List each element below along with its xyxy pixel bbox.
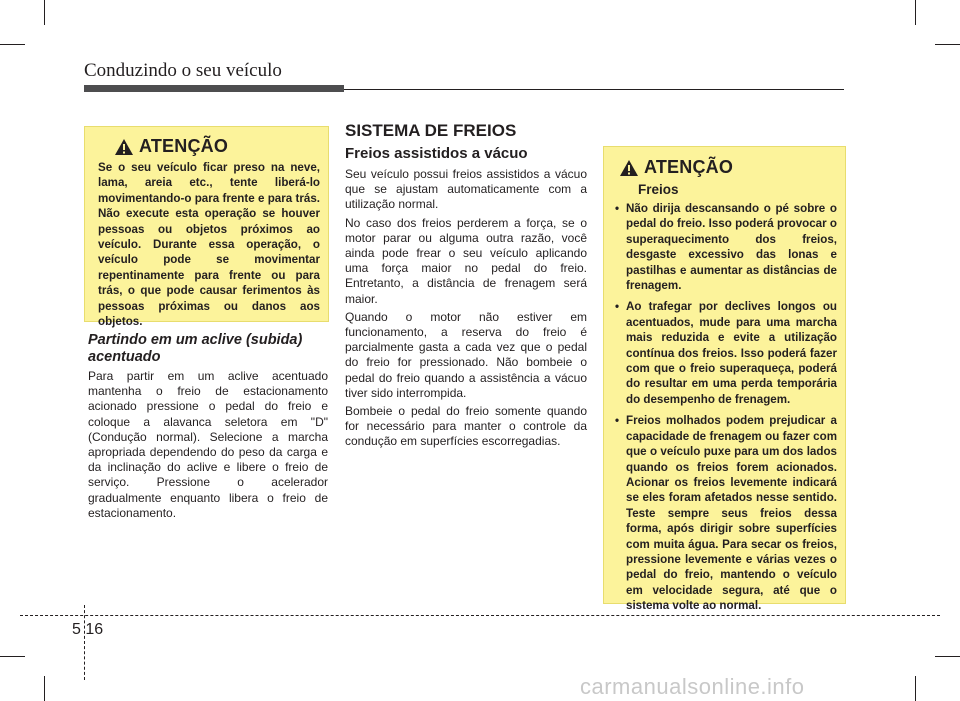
body-paragraph: No caso dos freios perderem a força, se o motor parar ou alguma outra razão, você ainda pode frear o seu veículo aplicando uma força maior no pedal do freio. Entretanto, a distância de frenagem será maior. [345,215,587,306]
crop-mark [915,676,916,701]
crop-mark [44,0,45,25]
crop-mark [935,44,960,45]
warning-triangle-icon [619,159,639,177]
warning-heading-label: ATENÇÃO [139,136,229,156]
crop-mark [44,676,45,701]
body-paragraph: Quando o motor não estiver em funcionamento, a reserva do freio é parcialmente gasta a cada vez que o pedal do freio for pressionado. Não bombeie o pedal do freio quando a assistência a vácuo tiver sido interrompida. [345,309,587,400]
watermark: carmanualsonline.info [580,674,805,699]
warning-bullet-list [613,201,837,614]
middle-column [345,167,587,453]
bullet-text: Não dirija descansando o pé sobre o pedal do freio. Isso poderá provocar o superaquecimento dos freios, desgaste excessivo das lonas e pastilhas e aumentar as distâncias de frenagem. [626,202,837,293]
right-warning-box [603,146,846,613]
section-subheading: Partindo em um aclive (subida) acentuado [88,332,303,365]
bullet-icon: • [615,414,620,428]
warning-heading-label: ATENÇÃO [644,157,734,177]
section-subtitle: Freios assistidos a vácuo [345,145,528,162]
crop-mark [915,0,916,25]
footer-dashed-divider [84,605,85,680]
warning-bullet [613,413,837,613]
body-paragraph: Seu veículo possui freios assistidos a vácuo que se ajustam automaticamente com a utilização normal. [345,167,587,212]
warning-subheading: Freios [638,182,679,197]
header-rule-accent [84,85,344,92]
warning-triangle-icon [114,138,134,156]
left-warning-box [84,126,329,329]
crop-mark [935,656,960,657]
crop-mark [0,656,25,657]
page-header-title: Conduzindo o seu veículo [84,60,282,81]
warning-heading [619,157,837,178]
bullet-icon: • [615,300,620,314]
body-paragraph: Bombeie o pedal do freio somente quando for necessário para manter o controle da condução em superfícies escorregadias. [345,404,587,449]
section-title: SISTEMA DE FREIOS [345,121,517,140]
warning-text: Se o seu veículo ficar preso na neve, lama, areia etc., tente liberá-lo movimentando-o para frente e para trás. Não execute esta operação se houver pessoas ou objetos próximos ao veículo. Durante essa operação, o veículo pode se movimentar repentinamente para frente ou para trás, o que pode causar ferimentos às pessoas próximas ou danos aos objetos. [98,161,320,329]
footer-dashed-rule [20,615,940,616]
page-number: 5 16 [72,621,104,638]
bullet-text: Freios molhados podem prejudicar a capacidade de frenagem ou fazer com que o veículo puxe para um dos lados quando os freios forem acionados. Acionar os freios levemente indicará se eles foram afetados nesse sentido. Teste sempre seus freios dessa forma, após dirigir sobre superfícies com muita água. Para secar os freios, pressione levemente e várias vezes o pedal do freio, mantendo o veículo em velocidade segura, até que o sistema volte ao normal. [626,414,837,613]
bullet-text: Ao trafegar por declives longos ou acentuados, mude para uma marcha mais reduzida e evite a utilização contínua dos freios. Isso poderá fazer com que o freio superaqueça, poderá do resultar em uma perda temporária do desempenho de frenagem. [626,300,837,406]
crop-mark [0,44,25,45]
body-paragraph: Para partir em um aclive acentuado mantenha o freio de estacionamento acionado pressione o pedal do freio e coloque a alavanca seletora em "D" (Condução normal). Selecione a marcha apropriada dependendo do peso da carga e da inclinação do aclive e libere o freio de serviço. Pressione o acelerador gradualmente enquanto libera o freio de estacionamento. [88,369,328,520]
bullet-icon: • [615,202,620,215]
warning-bullet [613,299,837,407]
warning-bullet [613,201,837,293]
warning-heading [114,136,320,157]
